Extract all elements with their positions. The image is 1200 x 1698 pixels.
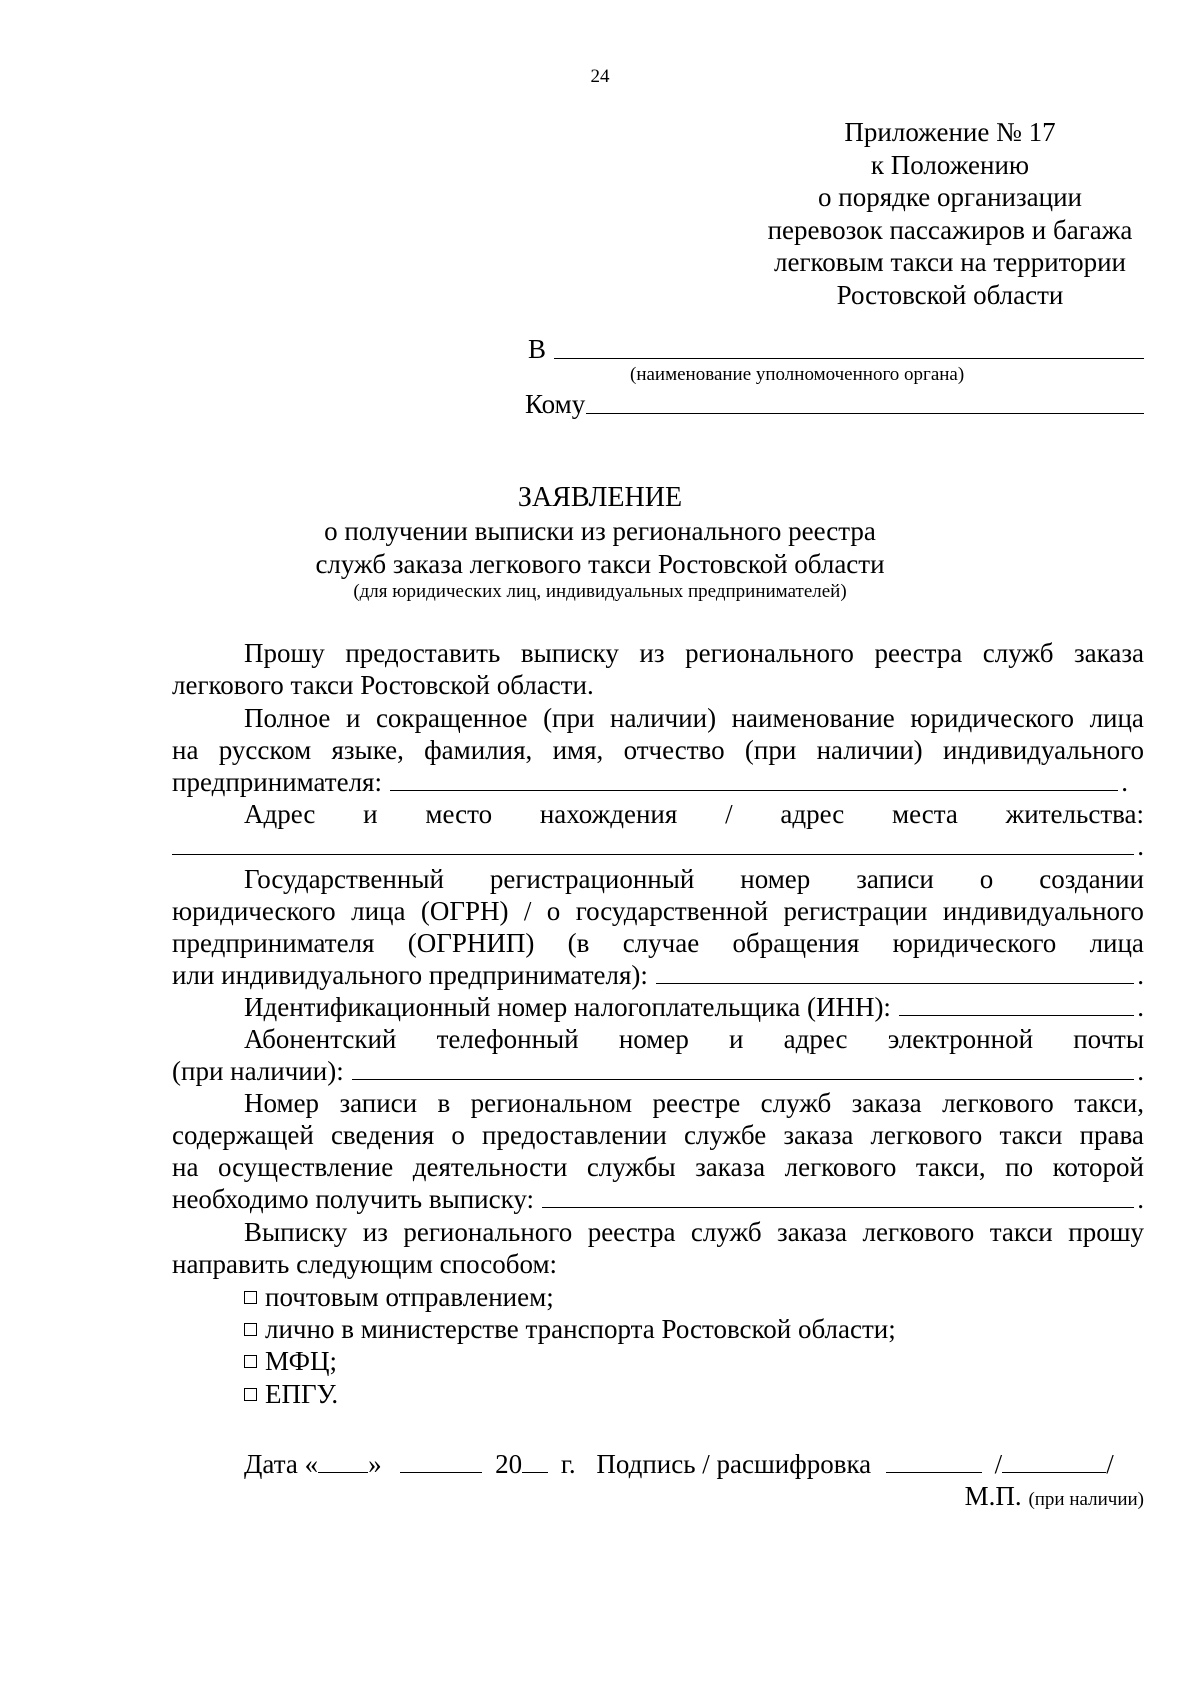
word: предоставить [345,638,501,668]
word: такси [999,1120,1063,1150]
word: службы [586,1152,676,1182]
appendix-line: Ростовской области [836,279,1064,310]
word: жительства: [1005,799,1144,829]
option-label: лично в министерстве транспорта Ростовской области; [265,1314,896,1344]
word: Полное [244,703,331,733]
title-note: (для юридических лиц, индивидуальных предпринимателей) [353,581,847,602]
word: фамилия, [424,735,533,765]
word: Прошу [244,638,325,668]
word: места [892,799,958,829]
record-field[interactable] [542,1185,1134,1208]
appendix-header [740,116,1160,311]
p7-line-4 [172,1183,1144,1215]
word: регионального [403,1217,573,1247]
period: . [1137,992,1144,1022]
word: служб [760,1088,832,1118]
period: . [1137,1056,1144,1086]
word: заказа [777,1217,848,1247]
date-year-field[interactable] [522,1450,548,1473]
word: русском [218,735,312,765]
word: место [425,799,493,829]
mp-label: М.П. [964,1481,1022,1511]
date-quote-close: » [368,1449,382,1479]
p3-line-1 [172,798,1144,830]
date-month-field[interactable] [400,1450,482,1473]
word: и [363,799,378,829]
word: на [172,1152,199,1182]
date-day-field[interactable] [318,1450,368,1473]
word: легкового [870,1120,983,1150]
checkbox-icon[interactable] [244,1355,257,1368]
word: отчество [623,735,725,765]
p4-line-3 [172,927,1144,959]
word: заказа [1074,638,1144,668]
word: лица [351,896,406,926]
word: индивидуального [942,896,1144,926]
word: заказа [851,1088,922,1118]
p7-line-1 [172,1087,1144,1119]
p4-line-1 [172,863,1144,895]
word: по [1005,1152,1034,1182]
option-epgu[interactable] [172,1378,1144,1410]
page-number: 24 [590,66,610,87]
word: реестра [874,638,963,668]
word: Выписку [244,1217,348,1247]
inn-field[interactable] [899,993,1134,1016]
to-field[interactable] [554,358,1144,359]
word: электронной [887,1024,1034,1054]
word: Адрес [244,799,316,829]
appendix-line: Приложение № 17 [844,117,1056,147]
org-name-field[interactable] [390,768,1118,791]
word: из [639,638,665,668]
word: такси [989,1217,1053,1247]
year-suffix: г. [560,1449,576,1479]
word: о [546,896,561,926]
word: Номер [244,1088,320,1118]
record-label: необходимо получить выписку: [172,1184,534,1214]
signature-field[interactable] [886,1450,982,1473]
word: о [979,864,994,894]
period: . [1137,831,1144,861]
word: случае [622,928,700,958]
word: о [451,1120,465,1150]
to-label: В [528,334,547,364]
p2-line-3 [172,766,1128,798]
word: в [437,1088,451,1118]
word: индивидуального [942,735,1144,765]
word: легкового [942,1088,1054,1118]
word: служб [690,1217,762,1247]
word: предоставлении [482,1120,667,1150]
period: . [1137,1184,1144,1214]
p4-line-4 [172,959,1144,991]
p5-line-1 [172,991,1144,1023]
word: записи [856,864,934,894]
word: такси, [915,1152,986,1182]
word: юридического [910,703,1075,733]
word: номер [618,1024,689,1054]
appendix-line: к Положению [870,149,1030,180]
word: языке, [331,735,404,765]
word: (в [567,928,590,958]
word: юридического [172,896,336,926]
word: из [362,1217,388,1247]
p7-line-3 [172,1151,1144,1183]
word: заказа [783,1120,854,1150]
contact-field[interactable] [352,1057,1135,1080]
checkbox-icon[interactable] [244,1291,257,1304]
word: лица [1089,928,1144,958]
sign-label: Подпись / расшифровка [596,1449,872,1479]
word: права [1079,1120,1144,1150]
word: регистрационный [489,864,695,894]
word: регионального [685,638,854,668]
word: прошу [1068,1217,1144,1247]
option-ministry[interactable] [172,1313,1144,1345]
word: записи [339,1088,418,1118]
year-prefix: 20 [495,1449,523,1479]
contact-label: (при наличии): [172,1056,344,1086]
word: и [345,703,361,733]
appendix-line: о порядке организации [818,182,1082,212]
slash: / [1106,1449,1114,1479]
option-label: почтовым отправлением; [265,1282,554,1312]
word: юридического [892,928,1057,958]
word: деятельности [412,1152,568,1182]
option-label: ЕПГУ. [265,1379,339,1409]
word: телефонный [436,1024,579,1054]
appendix-line: перевозок пассажиров и багажа [767,214,1133,245]
word: выписку [520,638,619,668]
word: Абонентский [244,1024,397,1054]
word: сокращенное [375,703,528,733]
p7-line-2 [172,1119,1144,1151]
word: нахождения [539,799,678,829]
org-name-label: предпринимателя: [172,767,382,797]
period: . [1121,767,1128,797]
option-mail[interactable] [172,1281,1144,1313]
word: содержащей [172,1120,314,1150]
word: службе [683,1120,767,1150]
word: наименование [731,703,895,733]
word: номер [740,864,811,894]
word: почты [1073,1024,1144,1054]
p4-line-2 [172,895,1144,927]
word: (ОГРН) [420,896,509,926]
p1-line-2: легкового такси Ростовской области. [172,670,594,700]
word: обращения [732,928,860,958]
word: осуществление [217,1152,394,1182]
word: предпринимателя [172,928,375,958]
word: лица [1089,703,1144,733]
address-field[interactable] [172,832,1134,855]
word: наличии) [610,703,717,733]
p3-line-2 [172,830,1144,862]
word: адрес [783,1024,848,1054]
word: адрес [780,799,845,829]
inn-label: Идентификационный номер налогоплательщика (ИНН): [244,992,891,1022]
word: Государственный [244,864,444,894]
to-hint: (наименование уполномоченного органа) [630,364,965,385]
whom-field[interactable] [586,413,1144,414]
word: служб [982,638,1054,668]
date-label: Дата « [244,1449,319,1479]
period: . [1137,960,1144,990]
word: на [172,735,199,765]
p6-line-2 [172,1055,1144,1087]
stamp-note [965,1481,1144,1512]
p2-line-2 [172,734,1144,766]
word: легкового [784,1152,897,1182]
title-line-1: о получении выписки из регионального реестра [324,516,876,546]
word: создании [1039,864,1144,894]
word: (при [744,735,797,765]
word: реестре [652,1088,741,1118]
option-label: МФЦ; [265,1346,337,1376]
word: (при [543,703,595,733]
word: такси, [1074,1088,1144,1118]
checkbox-icon[interactable] [244,1388,257,1401]
p1-line-1 [172,637,1144,669]
checkbox-icon[interactable] [244,1323,257,1336]
option-mfc[interactable] [172,1345,1144,1377]
word: сведения [330,1120,435,1150]
ogrn-field[interactable] [656,961,1134,984]
word: и [729,1024,744,1054]
word: наличии) [816,735,923,765]
word: заказа [695,1152,766,1182]
word: (ОГРНИП) [407,928,535,958]
p6-line-1 [172,1023,1144,1055]
slash: / [994,1449,1003,1479]
p2-line-1 [172,702,1144,734]
word: региональном [470,1088,633,1118]
title-line-2: служб заказа легкового такси Ростовской области [315,549,885,579]
word: / [523,896,532,926]
mp-note: (при наличии) [1028,1489,1144,1510]
ogrn-label: или индивидуального предпринимателя): [172,960,648,990]
word: которой [1052,1152,1144,1182]
signature-line [172,1448,1144,1480]
word: государственной [575,896,769,926]
word: реестра [587,1217,676,1247]
word: легкового [862,1217,975,1247]
p8-line-1 [172,1216,1144,1248]
name-decode-field[interactable] [1002,1450,1106,1473]
whom-label: Кому [525,389,586,419]
word: имя, [552,735,604,765]
document-title: ЗАЯВЛЕНИЕ [517,482,683,513]
word: / [725,799,733,829]
word: регистрации [783,896,928,926]
appendix-line: легковым такси на территории [773,247,1126,277]
p8-line-2: направить следующим способом: [172,1249,558,1279]
